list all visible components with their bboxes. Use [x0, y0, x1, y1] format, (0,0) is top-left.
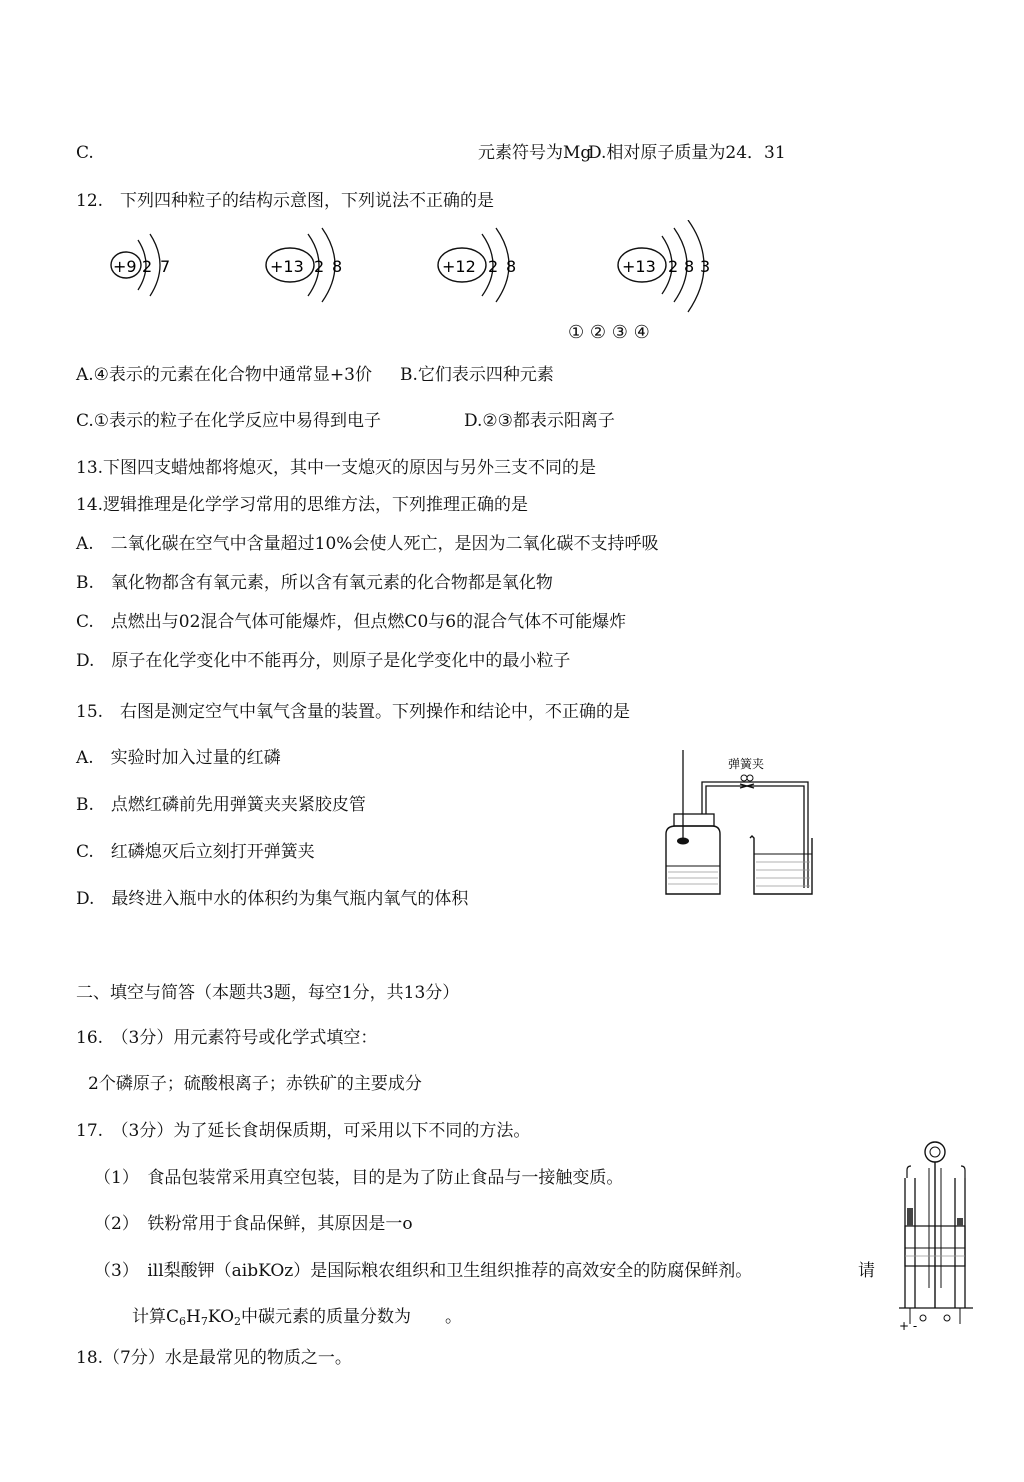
atom-1-shell-2: 7	[160, 257, 171, 276]
atom-4-shell-3: 3	[700, 257, 711, 276]
q17-stem: 17. （3分）为了延长食胡保质期，可采用以下不同的方法。	[76, 1121, 531, 1141]
sub-c: 6	[179, 1315, 187, 1328]
q17-qing: 请	[858, 1261, 875, 1281]
q16-fill-line: 2个磷原子；硫酸根离子；赤铁矿的主要成分	[88, 1074, 422, 1094]
q15-option-b: B. 点燃红磷前先用弹簧夹夹紧胶皮管	[76, 795, 366, 815]
atom-3-shell-1: 2	[488, 257, 499, 276]
atom-2-shell-2: 8	[332, 257, 343, 276]
electrode-signs: + -	[899, 1319, 918, 1333]
q15-stem: 15. 右图是测定空气中氧气含量的装置。下列操作和结论中，不正确的是	[76, 702, 631, 722]
spring-clamp-label: 弹簧夹	[728, 757, 765, 771]
q14-option-d: D. 原子在化学变化中不能再分，则原子是化学变化中的最小粒子	[76, 651, 571, 671]
q12-stem: 12. 下列四种粒子的结构示意图，下列说法不正确的是	[76, 191, 495, 211]
sub-h: 7	[200, 1315, 208, 1328]
atom-1-nucleus: +9	[113, 257, 137, 276]
atom-2-shell-1: 2	[314, 257, 325, 276]
q18-stem: 18.（7分）水是最常见的物质之一。	[76, 1348, 352, 1368]
q14-option-a: A. 二氧化碳在空气中含量超过10%会使人死亡，是因为二氧化碳不支持呼吸	[76, 534, 659, 554]
electrolysis-apparatus-figure	[893, 1138, 983, 1334]
q12-diagram-labels: ① ② ③ ④	[568, 322, 650, 343]
section-2-title: 二、填空与简答（本题共3题，每空1分，共13分）	[76, 983, 460, 1003]
calc-ko: KO	[207, 1307, 235, 1327]
atom-4-nucleus: +13	[622, 257, 656, 276]
atom-diagram-3	[438, 228, 516, 302]
atom-3-nucleus: +12	[442, 257, 476, 276]
q13-stem: 13.下图四支蜡烛都将熄灭，其中一支熄灭的原因与另外三支不同的是	[76, 458, 597, 478]
atom-structure-diagrams	[90, 220, 850, 330]
atom-diagram-2	[266, 228, 342, 302]
q11-option-c-text: 元素符号为Mg	[478, 143, 592, 163]
atom-diagram-1	[111, 234, 170, 296]
q12-option-d: D.②③都表示阳离子	[464, 411, 615, 431]
calc-suffix: 中碳元素的质量分数为 。	[241, 1307, 463, 1327]
q17-item-2: （2） 铁粉常用于食品保鲜，其原因是一o	[94, 1214, 413, 1234]
atom-1-shell-1: 2	[142, 257, 153, 276]
q17-item-1: （1） 食品包装常采用真空包装，目的是为了防止食品与一接触变质。	[94, 1168, 624, 1188]
atom-4-shell-1: 2	[668, 257, 679, 276]
q17-item-3: （3） ill梨酸钾（aibKOz）是国际粮农组织和卫生组织推荐的高效安全的防腐保鲜剂。	[94, 1261, 753, 1281]
q12-option-c: C.①表示的粒子在化学反应中易得到电子	[76, 411, 382, 431]
q11-option-d: D.相对原子质量为24．31	[588, 143, 786, 163]
q16-stem: 16. （3分）用元素符号或化学式填空：	[76, 1028, 378, 1048]
q11-option-c-label: C.	[76, 143, 94, 163]
q15-option-d: D. 最终进入瓶中水的体积约为集气瓶内氧气的体积	[76, 889, 469, 909]
atom-4-shell-2: 8	[684, 257, 695, 276]
q14-option-c: C. 点燃出与02混合气体可能爆炸，但点燃C0与6的混合气体不可能爆炸	[76, 612, 627, 632]
q12-option-b: B.它们表示四种元素	[400, 365, 554, 385]
q17-calc-line	[132, 1306, 462, 1328]
atom-2-nucleus: +13	[270, 257, 304, 276]
q15-option-a: A. 实验时加入过量的红磷	[76, 748, 281, 768]
q14-option-b: B. 氧化物都含有氧元素，所以含有氧元素的化合物都是氧化物	[76, 573, 553, 593]
calc-prefix: 计算C	[132, 1307, 180, 1327]
sub-o: 2	[234, 1315, 242, 1328]
q14-stem: 14.逻辑推理是化学学习常用的思维方法，下列推理正确的是	[76, 495, 529, 515]
q15-option-c: C. 红磷熄灭后立刻打开弹簧夹	[76, 842, 315, 862]
atom-3-shell-2: 8	[506, 257, 517, 276]
atom-diagram-4	[618, 220, 710, 312]
oxygen-measurement-apparatus-figure	[658, 748, 818, 900]
calc-h: H	[186, 1307, 201, 1327]
q12-option-a: A.④表示的元素在化合物中通常显+3价	[76, 365, 372, 385]
